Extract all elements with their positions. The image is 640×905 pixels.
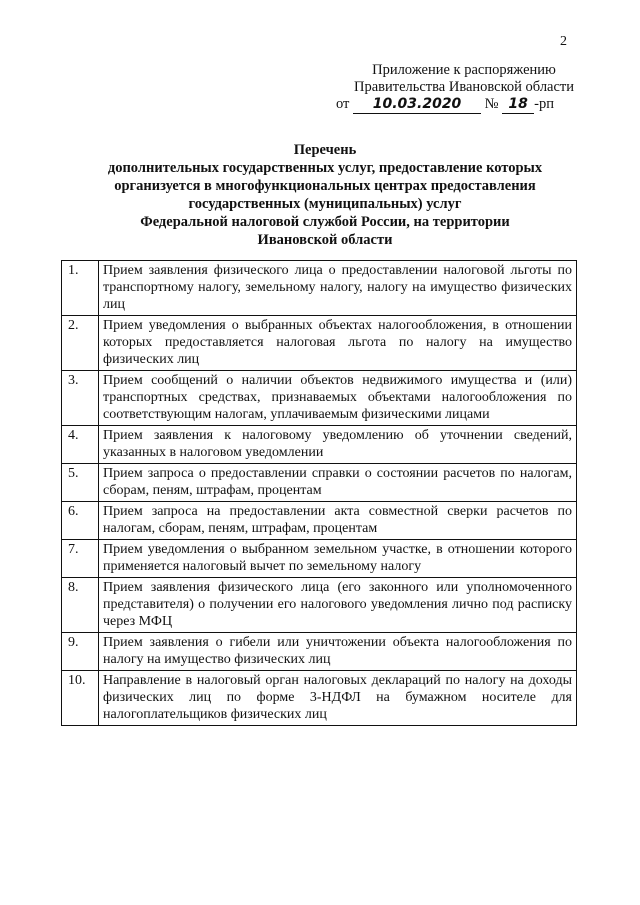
title-line-5: Федеральной налоговой службой России, на территории [140,214,510,230]
service-text: Прием заявления о гибели или уничтожении объекта налогообложения по налогу на имущество физических лиц [99,633,577,671]
service-text: Прием уведомления о выбранном земельном участке, в отношении которого применяется налоговый вычет по земельному налогу [99,540,577,578]
table-row [62,540,577,578]
table-row [62,464,577,502]
table-row [62,578,577,633]
row-number: 3. [62,371,99,426]
title-line-1: Перечень [293,142,357,158]
title-line-6: Ивановской области [257,232,393,248]
service-text: Прием сообщений о наличии объектов недвижимого имущества и (или) транспортных средствах, признаваемых объектами налогообложения по соответствующим налогам, уплачиваемым физическими лицами [99,371,577,426]
services-table [61,260,577,726]
title-line-4: государственных (муниципальных) услуг [188,196,462,212]
table-row [62,426,577,464]
row-number: 2. [62,316,99,371]
from-label: от [336,96,350,112]
service-text: Прием запроса на предоставлении акта совместной сверки расчетов по налогам, сборам, пеням, штрафам, процентам [99,502,577,540]
document-title [60,141,590,249]
service-text: Прием запроса о предоставлении справки о состоянии расчетов по налогам, сборам, пеням, штрафам, процентам [99,464,577,502]
title-line-2: дополнительных государственных услуг, предоставление которых [107,160,543,176]
table-row [62,371,577,426]
appendix-header [336,62,592,114]
handwritten-number: 18 [502,96,534,114]
handwritten-date: 10.03.2020 [353,96,481,114]
table-row [62,633,577,671]
row-number: 5. [62,464,99,502]
table-row [62,261,577,316]
row-number: 10. [62,671,99,726]
row-number: 6. [62,502,99,540]
appendix-line-2: Правительства Ивановской области [353,79,575,95]
table-row [62,502,577,540]
row-number: 4. [62,426,99,464]
order-reference [336,96,592,114]
table-row [62,316,577,371]
service-text: Направление в налоговый орган налоговых деклараций по налогу на доходы физических лиц по форме 3-НДФЛ на бумажном носителе для налогоплательщиков физических лиц [99,671,577,726]
title-line-3: организуется в многофункциональных центрах предоставления [114,178,536,194]
row-number: 1. [62,261,99,316]
number-label: № [484,96,499,112]
service-text: Прием заявления физического лица (его законного или уполномоченного представителя) о получении его налогового уведомления лично под расписку через МФЦ [99,578,577,633]
appendix-line-1: Приложение к распоряжению [372,62,556,78]
row-number: 7. [62,540,99,578]
table-row [62,671,577,726]
row-number: 9. [62,633,99,671]
row-number: 8. [62,578,99,633]
service-text: Прием уведомления о выбранных объектах налогообложения, в отношении которых предоставляется налоговая льгота по налогу на имущество физических лиц [99,316,577,371]
service-text: Прием заявления физического лица о предоставлении налоговой льготы по транспортному налогу, земельному налогу, налогу на имущество физических лиц [99,261,577,316]
order-suffix: -рп [534,96,554,112]
page-number: 2 [560,34,567,49]
service-text: Прием заявления к налоговому уведомлению об уточнении сведений, указанных в налоговом уведомлении [99,426,577,464]
